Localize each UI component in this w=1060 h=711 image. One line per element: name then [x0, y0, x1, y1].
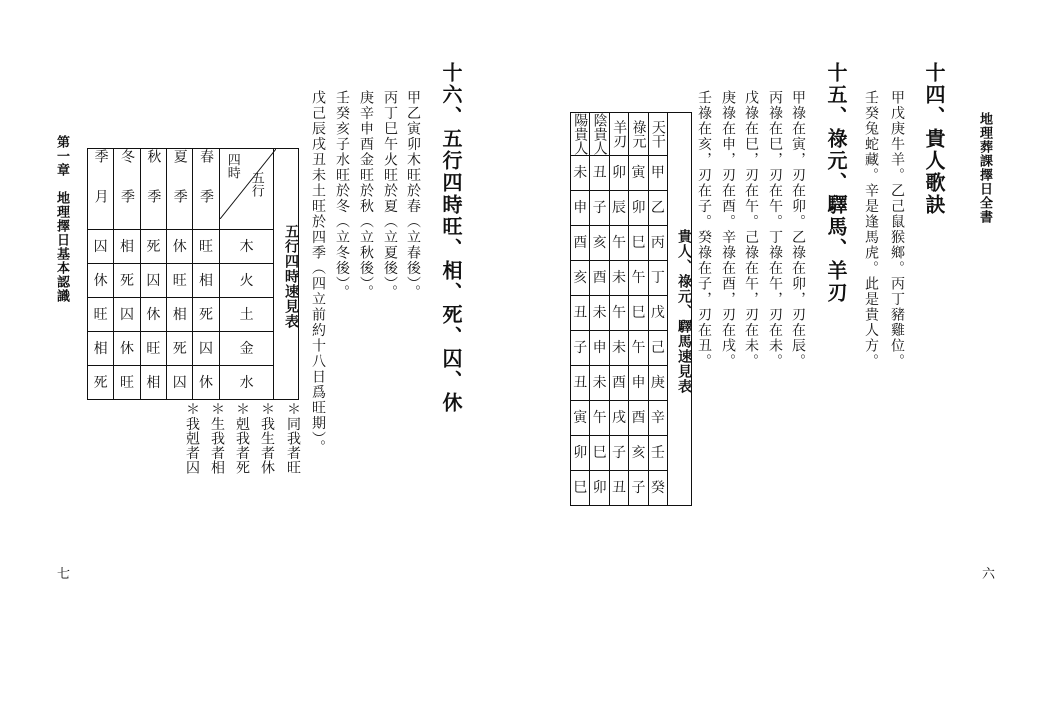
table-cell: 休 — [114, 332, 140, 366]
season-header: 春季 — [193, 149, 219, 230]
element-header: 水 — [219, 366, 274, 400]
table-cell: 死 — [140, 230, 166, 264]
noble-row-header: 祿元 — [629, 113, 648, 156]
sec15-line-4: 庚祿在申，刃在酉。辛祿在酉，刃在戌。 — [720, 90, 736, 369]
table-cell: 相 — [167, 298, 193, 332]
noble-row-header: 陰貴人 — [591, 113, 608, 155]
table-cell: 巳 — [571, 471, 590, 506]
table-cell: 辛 — [648, 401, 667, 436]
sec16-line-2: 丙丁巳午火旺於夏（立夏後）。 — [382, 90, 398, 300]
table-cell: 死 — [88, 366, 114, 400]
noble-row-header: 陽貴人 — [572, 113, 589, 155]
sec16-line-3: 庚辛申酉金旺於秋（立秋後）。 — [358, 90, 374, 300]
season-header: 夏季 — [167, 149, 193, 230]
elements-table-caption: 五行四時速見表 — [274, 149, 299, 400]
table-cell: 死 — [167, 332, 193, 366]
table-cell: 旺 — [167, 264, 193, 298]
table-cell: 死 — [114, 264, 140, 298]
table-cell: 甲 — [648, 156, 667, 191]
table-cell: 囚 — [167, 366, 193, 400]
table-cell: 乙 — [648, 191, 667, 226]
sec15-line-2: 丙祿在巳，刃在午。丁祿在午，刃在未。 — [767, 90, 783, 369]
table-cell: 午 — [609, 296, 628, 331]
table-cell: 午 — [629, 261, 648, 296]
noble-row-header: 羊刃 — [609, 113, 628, 156]
table-cell: 戊 — [648, 296, 667, 331]
table-cell: 囚 — [88, 230, 114, 264]
table-cell: 酉 — [590, 261, 609, 296]
corner-cell — [219, 149, 274, 230]
table-cell: 酉 — [609, 366, 628, 401]
table-cell: 巳 — [629, 296, 648, 331]
sec15-line-5: 壬祿在亥，刃在子。癸祿在子，刃在丑。 — [696, 90, 712, 369]
table-cell: 庚 — [648, 366, 667, 401]
table-cell: 申 — [590, 331, 609, 366]
chapter-header: 第一章 地理擇日基本認識 — [54, 135, 69, 303]
table-cell: 子 — [571, 331, 590, 366]
table-cell: 壬 — [648, 436, 667, 471]
table-cell: 申 — [571, 191, 590, 226]
table-cell: 午 — [629, 331, 648, 366]
table-cell: 巳 — [590, 436, 609, 471]
table-cell: 旺 — [88, 298, 114, 332]
note-2: ＊我生者休 — [259, 402, 275, 475]
table-cell: 休 — [167, 230, 193, 264]
table-cell: 戌 — [609, 401, 628, 436]
corner-bottom-label: 四時 — [224, 153, 240, 179]
table-cell: 寅 — [571, 401, 590, 436]
table-cell: 相 — [193, 264, 219, 298]
table-cell: 囚 — [140, 264, 166, 298]
table-cell: 丑 — [571, 296, 590, 331]
table-cell: 辰 — [609, 191, 628, 226]
table-cell: 子 — [609, 436, 628, 471]
table-cell: 丁 — [648, 261, 667, 296]
season-header: 季月 — [88, 149, 114, 230]
section-15-title: 十五、祿元、驛馬、羊刃 — [824, 62, 848, 304]
table-cell: 申 — [629, 366, 648, 401]
note-1: ＊同我者旺 — [285, 402, 301, 475]
table-cell: 巳 — [629, 226, 648, 261]
table-cell: 亥 — [629, 436, 648, 471]
element-header: 金 — [219, 332, 274, 366]
table-cell: 未 — [609, 261, 628, 296]
table-cell: 卯 — [571, 436, 590, 471]
sec16-line-5: 戊己辰戌丑未土旺於四季（四立前約十八日爲旺期）。 — [310, 90, 326, 455]
sec14-line-1: 甲戊庚牛羊。乙己鼠猴鄉。丙丁豬雞位。 — [889, 90, 905, 369]
table-cell: 相 — [114, 230, 140, 264]
element-header: 土 — [219, 298, 274, 332]
table-cell: 癸 — [648, 471, 667, 506]
season-header: 冬季 — [114, 149, 140, 230]
element-header: 木 — [219, 230, 274, 264]
table-cell: 未 — [609, 331, 628, 366]
sec16-line-1: 甲乙寅卯木旺於春（立春後）。 — [405, 90, 421, 300]
table-cell: 旺 — [140, 332, 166, 366]
table-cell: 丑 — [609, 471, 628, 506]
note-4: ＊生我者相 — [209, 402, 225, 475]
note-3: ＊剋我者死 — [234, 402, 250, 475]
noble-table-caption: 貴人、祿元、驛馬速見表 — [668, 113, 692, 506]
table-cell: 子 — [629, 471, 648, 506]
table-cell: 己 — [648, 331, 667, 366]
table-cell: 亥 — [590, 226, 609, 261]
running-header: 地理葬課擇日全書 — [977, 112, 992, 224]
table-cell: 旺 — [193, 230, 219, 264]
table-cell: 休 — [193, 366, 219, 400]
table-cell: 未 — [590, 366, 609, 401]
five-elements-table — [87, 148, 299, 400]
section-14-title: 十四、貴人歌訣 — [922, 62, 946, 216]
table-cell: 囚 — [193, 332, 219, 366]
table-cell: 相 — [140, 366, 166, 400]
note-5: ＊我剋者囚 — [184, 402, 200, 475]
table-cell: 丑 — [571, 366, 590, 401]
table-cell: 丙 — [648, 226, 667, 261]
corner-top-label: 五行 — [248, 171, 264, 197]
table-cell: 未 — [590, 296, 609, 331]
table-cell: 相 — [88, 332, 114, 366]
sec15-line-3: 戊祿在巳，刃在午。己祿在午，刃在未。 — [743, 90, 759, 369]
sec14-line-2: 壬癸兔蛇藏。辛是逢馬虎。此是貴人方。 — [863, 90, 879, 369]
table-cell: 旺 — [114, 366, 140, 400]
right-page — [530, 0, 1060, 711]
table-cell: 寅 — [629, 156, 648, 191]
table-cell: 子 — [590, 191, 609, 226]
table-cell: 酉 — [571, 226, 590, 261]
table-cell: 卯 — [629, 191, 648, 226]
table-cell: 丑 — [590, 156, 609, 191]
element-header: 火 — [219, 264, 274, 298]
table-cell: 休 — [140, 298, 166, 332]
sec16-line-4: 壬癸亥子水旺於冬（立冬後）。 — [334, 90, 350, 300]
table-cell: 卯 — [609, 156, 628, 191]
table-cell: 囚 — [114, 298, 140, 332]
season-header: 秋季 — [140, 149, 166, 230]
table-cell: 午 — [590, 401, 609, 436]
table-cell: 午 — [609, 226, 628, 261]
table-cell: 卯 — [590, 471, 609, 506]
table-cell: 亥 — [571, 261, 590, 296]
page-number: 七 — [57, 567, 71, 582]
noble-table — [570, 112, 692, 506]
table-cell: 休 — [88, 264, 114, 298]
section-16-title: 十六、五行四時旺、相、死、囚、休 — [439, 62, 463, 414]
table-cell: 死 — [193, 298, 219, 332]
table-cell: 未 — [571, 156, 590, 191]
page-number: 六 — [982, 567, 996, 582]
table-cell: 酉 — [629, 401, 648, 436]
noble-row-header: 天干 — [648, 113, 667, 156]
sec15-line-1: 甲祿在寅，刃在卯。乙祿在卯，刃在辰。 — [790, 90, 806, 369]
